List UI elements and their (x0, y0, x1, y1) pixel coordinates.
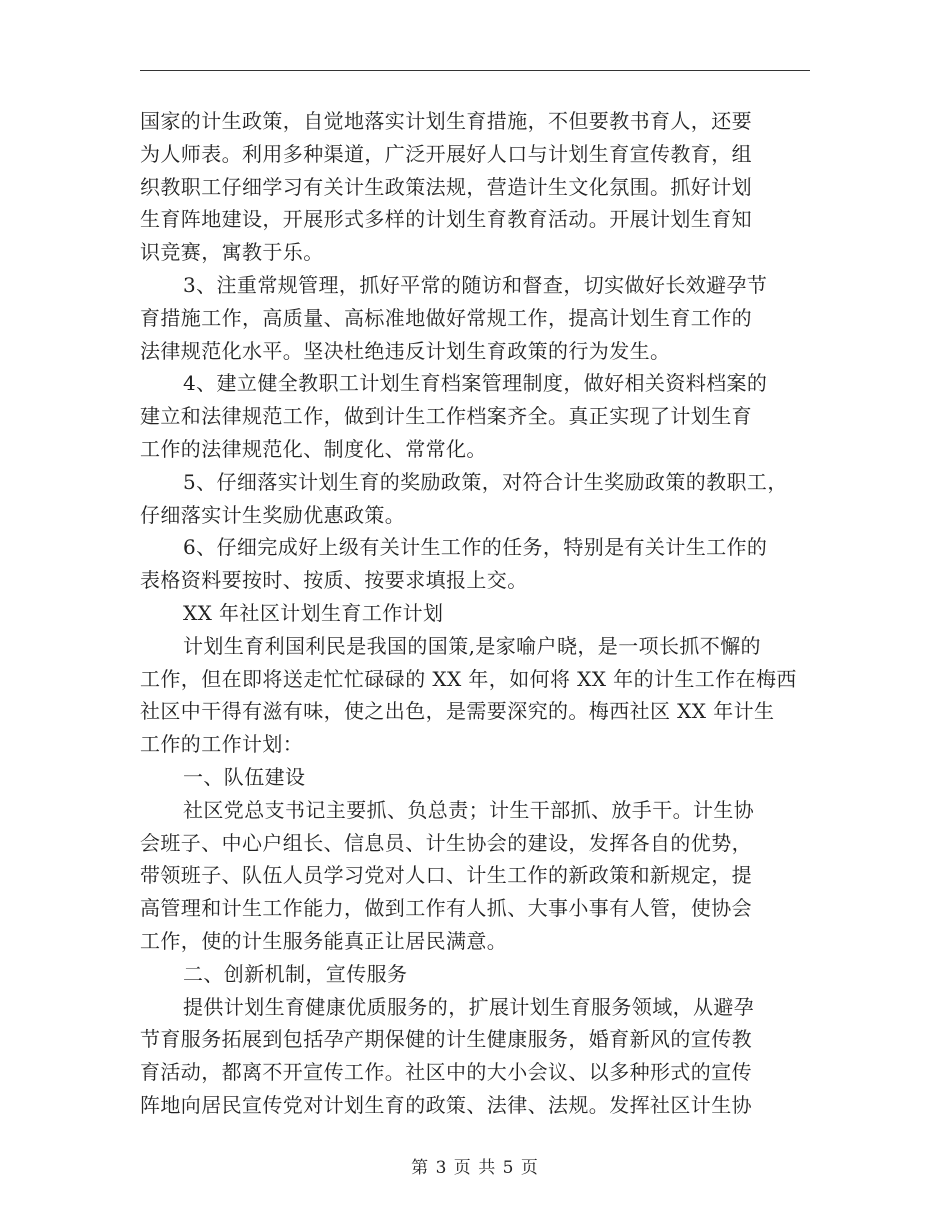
text-line: 节育服务拓展到包括孕产期保健的计生健康服务，婚育新风的宣传教 (140, 1027, 752, 1052)
text-line: 计划生育利国利民是我国的国策,是家喻户晓，是一项长抓不懈的 (183, 633, 761, 658)
text-line: 国家的计生政策，自觉地落实计划生育措施，不但要教书育人，还要 (140, 109, 752, 133)
text-line: 识竞赛，寓教于乐。 (140, 240, 324, 265)
text-line: 工作，使的计生服务能真正让居民满意。 (140, 928, 508, 953)
text-line: 提供计划生育健康优质服务的，扩展计划生育服务领域，从避孕 (183, 994, 755, 1019)
text-line: 建立和法律规范工作，做到计生工作档案齐全。真正实现了计划生育 (140, 404, 752, 429)
text-line: 育措施工作，高质量、高标准地做好常规工作，提高计划生育工作的 (140, 305, 752, 330)
text-line: 会班子、中心户组长、信息员、计生协会的建设，发挥各自的优势， (140, 830, 752, 855)
text-line: 法律规范化水平。坚决杜绝违反计划生育政策的行为发生。 (140, 338, 671, 363)
text-line: 二、创新机制，宣传服务 (183, 961, 408, 986)
text-line: 6、仔细完成好上级有关计生工作的任务，特别是有关计生工作的 (183, 535, 768, 560)
text-line: 织教职工仔细学习有关计生政策法规，营造计生文化氛围。抓好计划 (140, 174, 752, 199)
page-footer: 第 3 页 共 5 页 (411, 1158, 539, 1178)
document-body (140, 105, 812, 1122)
text-line: 工作的法律规范化、制度化、常常化。 (140, 436, 487, 461)
text-line: 高管理和计生工作能力，做到工作有人抓、大事小事有人管，使协会 (140, 896, 752, 921)
text-line: 为人师表。利用多种渠道，广泛开展好人口与计划生育宣传教育，组 (140, 141, 752, 166)
text-line: 工作的工作计划： (140, 732, 304, 757)
text-line: 带领班子、队伍人员学习党对人口、计生工作的新政策和新规定，提 (140, 863, 752, 888)
text-line: 5、仔细落实计划生育的奖励政策，对符合计生奖励政策的教职工， (183, 469, 788, 494)
text-line: 3、注重常规管理，抓好平常的随访和督查，切实做好长效避孕节 (183, 272, 768, 297)
text-line: 社区中干得有滋有味，使之出色，是需要深究的。梅西社区 XX 年计生 (140, 699, 775, 724)
text-line: 表格资料要按时、按质、按要求填报上交。 (140, 568, 528, 593)
text-line: 育活动，都离不开宣传工作。社区中的大小会议、以多种形式的宣传 (140, 1060, 752, 1085)
header-rule (140, 70, 810, 71)
text-line: 生育阵地建设，开展形式多样的计划生育教育活动。开展计划生育知 (140, 207, 752, 232)
text-line: 仔细落实计生奖励优惠政策。 (140, 502, 406, 527)
text-line: 一、队伍建设 (183, 764, 306, 789)
text-line: XX 年社区计划生育工作计划 (183, 600, 444, 625)
text-line: 社区党总支书记主要抓、负总责；计生干部抓、放手干。计生协 (183, 797, 755, 822)
text-line: 4、建立健全教职工计划生育档案管理制度，做好相关资料档案的 (183, 371, 768, 396)
text-line: 工作，但在即将送走忙忙碌碌的 XX 年，如何将 XX 年的计生工作在梅西 (140, 666, 797, 691)
text-line: 阵地向居民宣传党对计划生育的政策、法律、法规。发挥社区计生协 (140, 1092, 752, 1117)
